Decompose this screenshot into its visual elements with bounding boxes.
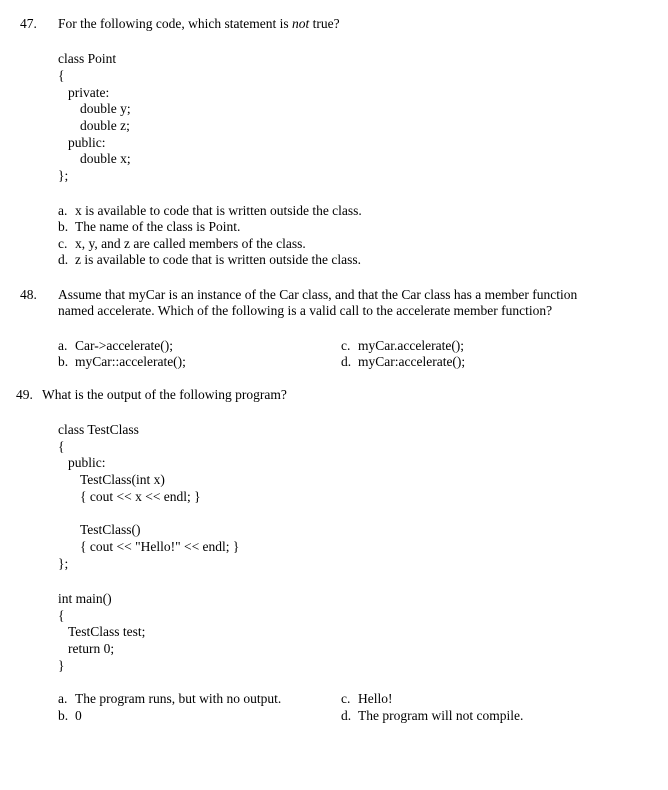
q47-code-line: double x; xyxy=(80,151,131,166)
q47-prompt-em: not xyxy=(291,16,310,31)
q49-code-line: { cout << x << endl; } xyxy=(80,489,201,504)
q49-code-line: { xyxy=(58,608,65,623)
q49-option-b: b. 0 xyxy=(58,708,82,723)
q47-code-line: double y; xyxy=(80,101,131,116)
q49-code-line: class TestClass xyxy=(58,422,139,437)
q48-prompt-line2: named accelerate. Which of the following is a valid call to the accelerate member function? xyxy=(58,303,553,318)
q47-code-line: private: xyxy=(68,85,110,100)
q49-code-line: public: xyxy=(68,455,106,470)
q47-option-a: a. x is available to code that is written outside the class. xyxy=(58,203,362,218)
q49-option-a: a. The program runs, but with no output. xyxy=(58,691,282,706)
q48-number: 48. xyxy=(20,287,37,302)
q48-option-c: c. myCar.accelerate(); xyxy=(341,338,465,353)
q49-code-line: }; xyxy=(58,556,69,571)
q49-code-line: int main() xyxy=(58,591,112,606)
q47-number: 47. xyxy=(20,16,37,31)
q49-code-line: } xyxy=(58,658,65,673)
q49-prompt: What is the output of the following program? xyxy=(42,387,287,402)
q49-code-line: { cout << "Hello!" << endl; } xyxy=(80,539,240,554)
q47-code-line: class Point xyxy=(58,51,117,66)
q48-option-d: d. myCar:accelerate(); xyxy=(341,354,466,369)
q47-option-d: d. z is available to code that is written outside the class. xyxy=(58,252,362,267)
q49-code-line: { xyxy=(58,439,65,454)
q49-code-line: TestClass(int x) xyxy=(80,472,165,487)
q47-prompt-pre: For the following code, which statement is xyxy=(58,16,292,31)
q49-code-line: return 0; xyxy=(68,641,115,656)
q47-prompt-post: true? xyxy=(309,16,340,31)
q48-option-a: a. Car->accelerate(); xyxy=(58,338,174,353)
q47-code-line: { xyxy=(58,68,65,83)
q49-code-line: TestClass() xyxy=(80,522,141,537)
q47-code-line: public: xyxy=(68,135,106,150)
q47-code-line: }; xyxy=(58,168,69,183)
q48-option-b: b. myCar::accelerate(); xyxy=(58,354,186,369)
q47-code-line: double z; xyxy=(80,118,130,133)
q49-option-d: d. The program will not compile. xyxy=(341,708,524,723)
q47-option-c: c. x, y, and z are called members of the class. xyxy=(58,236,306,251)
q48-prompt-line1: Assume that myCar is an instance of the Car class, and that the Car class has a member function xyxy=(58,287,578,302)
q47-option-b: b. The name of the class is Point. xyxy=(58,219,241,234)
q49-option-c: c. Hello! xyxy=(341,691,393,706)
q49-code-line: TestClass test; xyxy=(68,624,146,639)
q47-prompt xyxy=(58,16,340,32)
q49-number: 49. xyxy=(16,387,33,402)
